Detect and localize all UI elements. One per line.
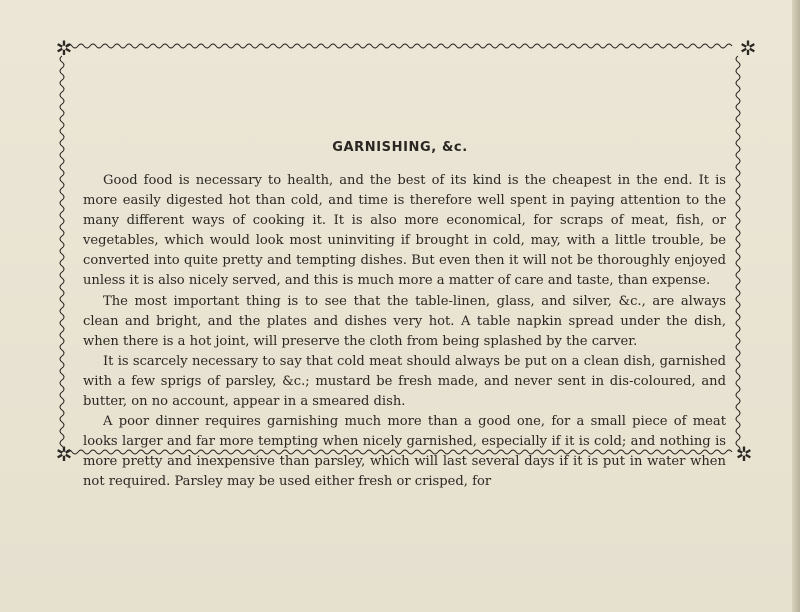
paragraph: The most important thing is to see that the table-linen, glass, and silver, &c., are always clean and bright, and the plates and dishes very hot. A table napkin spread under the dish, when there is a hot joint, will preserve the cloth from being splashed by the carver.	[83, 293, 726, 349]
page-edge-shadow	[792, 0, 800, 612]
border-top	[66, 44, 732, 48]
page-title: GARNISHING, &c.	[332, 140, 468, 155]
paragraph: A poor dinner requires garnishing much more than a good one, for a small piece of meat looks larger and far more tempting when nicely garnished, especially if it is cold; and nothing is more pretty and inexpensive than parsley, which will last several days if it is put in water when not required. Parsley may be used either fresh or crisped, for	[83, 414, 726, 490]
corner-ornament-icon: ✲	[735, 442, 753, 466]
border-left	[60, 56, 64, 452]
corner-ornament-icon: ✲	[739, 36, 757, 60]
border-right	[736, 56, 740, 452]
paragraph: It is scarcely necessary to say that cold meat should always be put on a clean dish, garnished with a few sprigs of parsley, &c.; mustard be fresh made, and never sent in dis-coloured, and butter, on no account, appear in a smeared dish.	[83, 353, 726, 410]
body-text	[83, 171, 726, 493]
paragraph: Good food is necessary to health, and the best of its kind is the cheapest in the end. It is more easily digested hot than cold, and time is therefore well spent in paying attention to the many different ways of cooking it. It is also more economical, for scraps of meat, fish, or vegetables, which would look most uninviting if brought in cold, may, with a little trouble, be converted into quite pretty and tempting dishes. But even then it will not be thoroughly enjoyed unless it is also nicely served, and this is much more a matter of care and taste, than expense.	[83, 173, 726, 289]
corner-ornament-icon: ✲	[55, 36, 73, 60]
corner-ornament-icon: ✲	[55, 442, 73, 466]
